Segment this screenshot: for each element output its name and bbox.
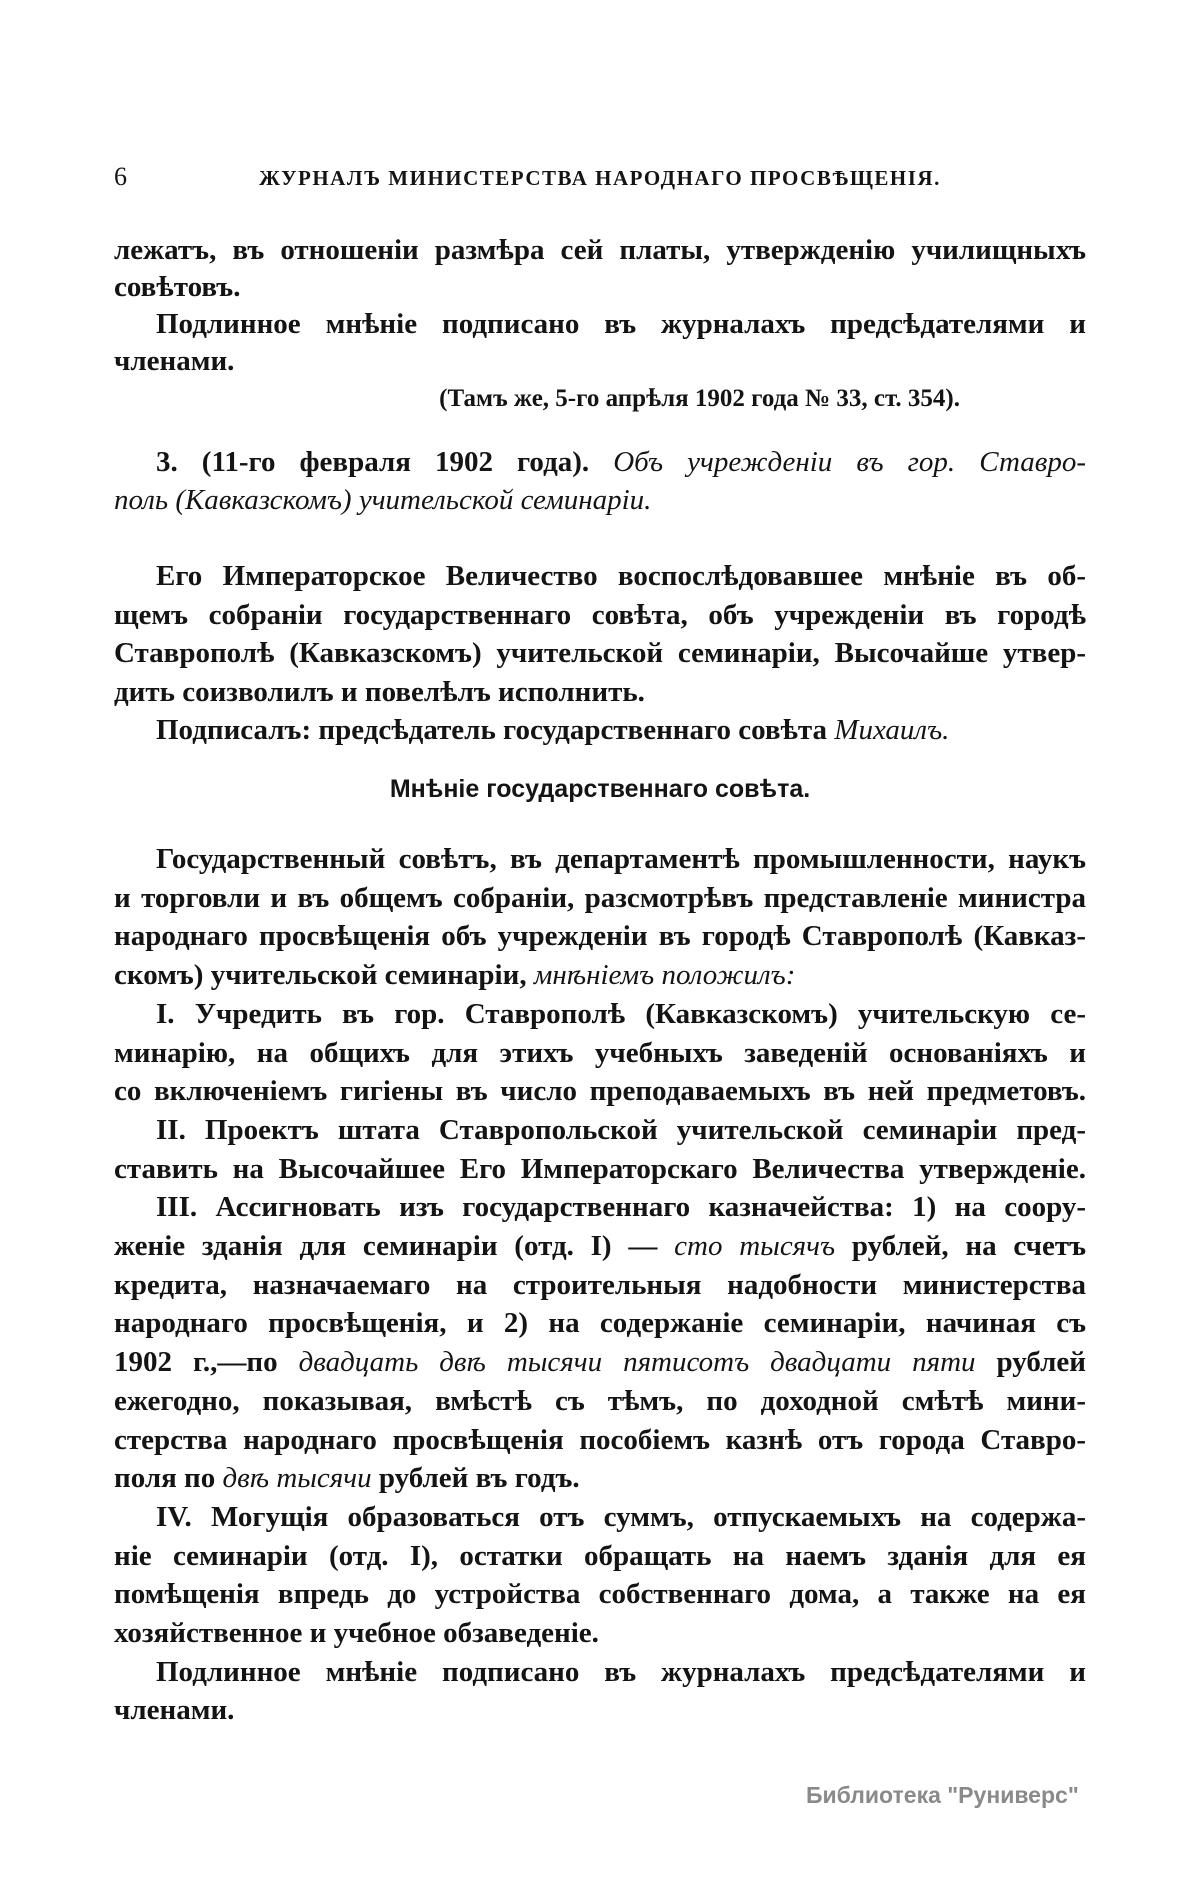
text-line (114, 879, 1086, 918)
text-line (114, 673, 1086, 712)
text-segment: рублей (975, 1346, 1086, 1379)
text-segment: рублей, на счетъ (835, 1230, 1087, 1263)
text-line (114, 1382, 1086, 1421)
text-line (114, 269, 1086, 306)
text-segment: лежатъ, въ отношеніи размѣра сей платы, утвержденію училищныхъ (114, 234, 1086, 266)
text-line (114, 1111, 1086, 1150)
running-title: ЖУРНАЛЪ МИНИСТЕРСТВА НАРОДНАГО ПРОСВѢЩЕНІЯ. (259, 166, 941, 190)
text-line (114, 1575, 1086, 1614)
text-line (114, 1459, 1086, 1498)
text-segment: ежегодно, показывая, вмѣстѣ съ тѣмъ, по доходной смѣтѣ мини- (114, 1384, 1086, 1417)
text-segment: совѣтовъ. (114, 271, 241, 303)
text-segment: I. Учредить въ гор. Ставрополѣ (Кавказскомъ) учительскую се- (156, 997, 1086, 1030)
text-line (114, 1343, 1086, 1382)
text-line (114, 840, 1086, 879)
text-segment: народнаго просвѣщенія, и 2) на содержаніе семинаріи, начиная съ (114, 1307, 1086, 1340)
text-line (114, 443, 1086, 481)
italic-text: Объ учрежденіи въ гор. Ставро- (613, 446, 1086, 478)
text-segment: со включеніемъ гигіены въ число преподаваемыхъ въ ней предметовъ. (114, 1075, 1086, 1108)
text-segment: Подлинное мнѣніе подписано въ журналахъ предсѣдателями и (156, 1655, 1086, 1688)
text-line (114, 1072, 1086, 1111)
text-segment: III. Ассигновать изъ государственнаго казначейства: 1) на соору- (156, 1191, 1086, 1224)
text-segment: рублей въ годъ. (371, 1462, 580, 1495)
text-line (114, 1304, 1086, 1343)
text-line (114, 1188, 1086, 1227)
text-segment: Государственный совѣтъ, въ департаментѣ промышленности, наукъ (156, 843, 1086, 875)
italic-text: двадцать двѣ тысячи пятисотъ двадцати пяти (298, 1346, 976, 1379)
text-segment: Его Императорское Величество воспослѣдовавшее мнѣніе въ об- (156, 560, 1086, 592)
decree-3-title (114, 443, 1086, 519)
text-line (114, 1691, 1086, 1730)
text-line (114, 596, 1086, 635)
italic-text: поль (Кавказскомъ) учительской семинаріи. (114, 484, 652, 516)
text-segment: хозяйственное и учебное обзаведеніе. (114, 1617, 599, 1650)
text-segment: минарію, на общихъ для этихъ учебныхъ заведеній основаніяхъ и (114, 1036, 1086, 1069)
text-segment: женіе зданія для семинаріи (отд. I) — (114, 1230, 675, 1263)
text-segment: II. Проектъ штата Ставропольской учительской семинаріи пред- (156, 1113, 1086, 1146)
text-line (114, 232, 1086, 269)
library-watermark: Библиотека "Руниверс" (806, 1782, 1079, 1808)
text-line (114, 557, 1086, 596)
italic-text: сто тысячъ (674, 1230, 836, 1263)
text-segment: скомъ) учительской семинаріи, (114, 959, 534, 992)
text-line (114, 1266, 1086, 1305)
text-segment: 1902 г.,—по (114, 1346, 299, 1379)
council-opinion-body (114, 840, 1086, 1730)
text-line (114, 956, 1086, 995)
text-line (114, 1227, 1086, 1266)
text-segment: IV. Могущія образоваться отъ суммъ, отпускаемыхъ на содержа- (156, 1500, 1086, 1533)
text-segment: щемъ собраніи государственнаго совѣта, объ учрежденіи въ городѣ (114, 598, 1086, 631)
text-segment: и торговли и въ общемъ собраніи, разсмотрѣвъ представленіе министра (114, 881, 1086, 914)
italic-text: двѣ тысячи (222, 1462, 372, 1495)
text-line (114, 1498, 1086, 1537)
text-line (114, 995, 1086, 1034)
previous-decree-ending (114, 232, 1086, 417)
text-segment: стерства народнаго просвѣщенія пособіемъ казнѣ отъ города Ставро- (114, 1423, 1086, 1456)
section-heading: Мнѣніе государственнаго совѣта. (389, 775, 811, 803)
text-line (114, 634, 1086, 673)
text-segment: народнаго просвѣщенія объ учрежденіи въ городѣ Ставрополѣ (Кавказ- (114, 920, 1086, 953)
text-line (114, 1614, 1086, 1653)
page-number: 6 (114, 162, 127, 191)
text-segment: поля по (114, 1462, 223, 1495)
text-line (114, 1653, 1086, 1692)
text-line (114, 1034, 1086, 1073)
text-segment: Ставрополѣ (Кавказскомъ) учительской семинаріи, Высочайше утвер- (114, 637, 1086, 669)
italic-text: Михаилъ. (834, 714, 950, 746)
text-line (114, 380, 1086, 417)
text-segment: 3. (11-го февраля 1902 года). (156, 446, 614, 478)
text-segment: членами. (114, 345, 235, 377)
text-line (114, 917, 1086, 956)
text-segment: помѣщенія впредь до устройства собственнаго дома, а также на ея (114, 1578, 1086, 1611)
text-segment: кредита, назначаемаго на строительныя надобности министерства (114, 1268, 1086, 1301)
text-line (114, 306, 1086, 343)
text-line (114, 711, 1086, 750)
text-segment: дить соизволилъ и повелѣлъ исполнить. (114, 675, 645, 708)
text-line (114, 481, 1086, 519)
text-segment: Подписалъ: предсѣдатель государственнаго совѣта (156, 714, 835, 746)
text-line (114, 1421, 1086, 1460)
text-segment: ніе семинаріи (отд. I), остатки обращать на наемъ зданія для ея (114, 1539, 1086, 1572)
text-segment: Подлинное мнѣніе подписано въ журналахъ предсѣдателями и (156, 308, 1086, 340)
text-line (114, 1537, 1086, 1576)
text-segment: (Тамъ же, 5-го апрѣля 1902 года № 33, ст. 354). (439, 385, 960, 412)
imperial-approval-paragraph (114, 557, 1086, 750)
page-header (114, 162, 1086, 196)
text-segment: членами. (114, 1694, 235, 1727)
text-segment: ставить на Высочайшее Его Императорскаго Величества утвержденіе. (114, 1152, 1086, 1185)
text-line (114, 1150, 1086, 1189)
text-line (114, 343, 1086, 380)
italic-text: мнѣніемъ положилъ: (533, 959, 796, 992)
